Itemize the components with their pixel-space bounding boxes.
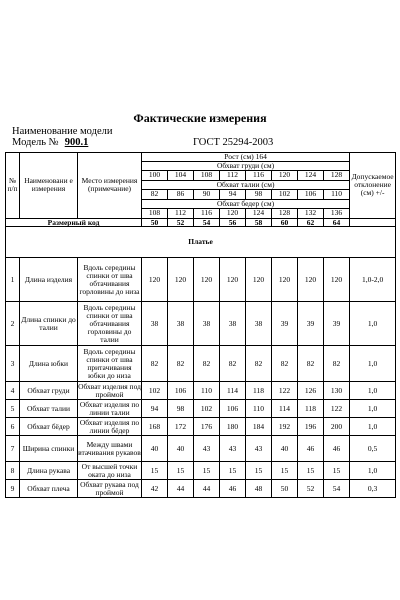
value-cell: 168 [142, 418, 168, 436]
value-cell: 82 [298, 346, 324, 382]
value-cell: 52 [298, 480, 324, 498]
value-cell: 114 [220, 382, 246, 400]
header-measure-name: Наименовани е измерения [20, 153, 78, 219]
value-cell: 82 [324, 346, 350, 382]
value-cell: 176 [194, 418, 220, 436]
tolerance-cell: 1,0 [350, 382, 396, 400]
value-cell: 82 [142, 346, 168, 382]
measurement-place: Обхват изделия под проймой [78, 382, 141, 399]
value-cell: 15 [298, 462, 324, 480]
value-cell: 180 [220, 418, 246, 436]
value-cell: 39 [298, 302, 324, 346]
value-cell: 82 [194, 346, 220, 382]
row-number: 2 [6, 302, 20, 346]
value-cell: 120 [142, 258, 168, 302]
bust-size-cell: 124 [298, 170, 324, 180]
value-cell: 114 [272, 400, 298, 418]
bust-size-cell: 112 [220, 170, 246, 180]
measurement-place: Обхват изделия по линии бёдер [78, 418, 142, 436]
value-cell: 192 [272, 418, 298, 436]
size-code-cell: 56 [220, 218, 246, 227]
value-cell: 15 [324, 462, 350, 480]
value-cell: 39 [324, 302, 350, 346]
hips-size-cell: 136 [324, 208, 350, 218]
measurement-place: От высшей точки оката до низа [78, 462, 142, 480]
value-cell: 15 [272, 462, 298, 480]
table-row [6, 258, 396, 302]
value-cell: 106 [220, 400, 246, 418]
measurement-name: Длина спинки до талии [20, 302, 78, 346]
measurement-name: Длина рукава [20, 462, 78, 480]
size-code-row [6, 218, 396, 227]
size-code-cell: 54 [194, 218, 220, 227]
value-cell: 172 [168, 418, 194, 436]
size-code-cell: 52 [168, 218, 194, 227]
bust-size-cell: 104 [168, 170, 194, 180]
table-row [6, 436, 396, 462]
size-code-cell: 64 [324, 218, 350, 227]
header-measure-place: Место измерения (примечание) [78, 153, 142, 219]
bust-size-cell: 116 [246, 170, 272, 180]
value-cell: 102 [142, 382, 168, 400]
value-cell: 106 [168, 382, 194, 400]
value-cell: 120 [298, 258, 324, 302]
measurements-table [5, 152, 396, 498]
row-number: 1 [6, 258, 20, 302]
value-cell: 82 [272, 346, 298, 382]
model-name-label: Наименование модели [12, 126, 113, 137]
tolerance-cell: 1,0 [350, 418, 396, 436]
table-row [6, 382, 396, 400]
gost-standard: ГОСТ 25294-2003 [193, 137, 274, 148]
value-cell: 120 [168, 258, 194, 302]
value-cell: 15 [194, 462, 220, 480]
hips-size-cell: 116 [194, 208, 220, 218]
bust-size-cell: 120 [272, 170, 298, 180]
row-number: 6 [6, 418, 20, 436]
waist-size-cell: 110 [324, 189, 350, 199]
tolerance-cell: 0,3 [350, 480, 396, 498]
value-cell: 40 [272, 436, 298, 462]
waist-size-cell: 82 [142, 189, 168, 199]
value-cell: 46 [220, 480, 246, 498]
bust-size-cell: 108 [194, 170, 220, 180]
value-cell: 196 [298, 418, 324, 436]
value-cell: 38 [220, 302, 246, 346]
tolerance-cell: 1,0 [350, 462, 396, 480]
tolerance-cell: 1,0-2,0 [350, 258, 396, 302]
value-cell: 43 [194, 436, 220, 462]
table-row [6, 302, 396, 346]
value-cell: 15 [220, 462, 246, 480]
value-cell: 110 [246, 400, 272, 418]
value-cell: 118 [246, 382, 272, 400]
value-cell: 82 [220, 346, 246, 382]
size-code-label: Размерный код [6, 218, 142, 227]
value-cell: 120 [272, 258, 298, 302]
measurement-place: Вдоль середины спинки от шва обтачивания горловины до талии [78, 302, 142, 346]
measurement-name: Обхват талии [20, 400, 78, 418]
value-cell: 50 [272, 480, 298, 498]
measurement-place: Между швами втачивания рукавов [78, 436, 142, 462]
size-code-cell: 60 [272, 218, 298, 227]
row-number: 7 [6, 436, 20, 462]
hips-size-cell: 128 [272, 208, 298, 218]
value-cell: 82 [168, 346, 194, 382]
value-cell: 40 [142, 436, 168, 462]
bust-size-cell: 128 [324, 170, 350, 180]
tolerance-cell: 1,0 [350, 400, 396, 418]
header-row-height [6, 153, 396, 162]
row-number: 9 [6, 480, 20, 498]
row-number: 3 [6, 346, 20, 382]
header-num: № п/п [6, 153, 20, 219]
measurements-table-body [6, 153, 396, 498]
hips-size-cell: 112 [168, 208, 194, 218]
hips-size-cell: 108 [142, 208, 168, 218]
measurement-name: Обхват плеча [20, 480, 78, 498]
model-number-label: Модель № [12, 137, 59, 148]
value-cell: 120 [194, 258, 220, 302]
value-cell: 38 [194, 302, 220, 346]
header-height: Рост (см) 164 [142, 153, 350, 162]
waist-size-cell: 102 [272, 189, 298, 199]
header-bust-label: Обхват груди (см) [142, 161, 350, 170]
measurement-name: Длина изделия [20, 258, 78, 302]
table-row [6, 346, 396, 382]
measurement-place: Вдоль середины спинки от шва обтачивания горловины до низа [78, 258, 142, 302]
value-cell: 110 [194, 382, 220, 400]
value-cell: 15 [142, 462, 168, 480]
row-number: 4 [6, 382, 20, 400]
measurement-name: Ширина спинки [20, 436, 78, 462]
value-cell: 126 [298, 382, 324, 400]
size-code-cell: 50 [142, 218, 168, 227]
value-cell: 46 [324, 436, 350, 462]
table-row [6, 480, 396, 498]
value-cell: 82 [246, 346, 272, 382]
hips-size-cell: 124 [246, 208, 272, 218]
measurement-place: Обхват рукава под проймой [78, 480, 142, 498]
value-cell: 98 [168, 400, 194, 418]
value-cell: 46 [298, 436, 324, 462]
tolerance-cell: 1,0 [350, 302, 396, 346]
table-row [6, 400, 396, 418]
waist-size-cell: 106 [298, 189, 324, 199]
table-row [6, 462, 396, 480]
tolerance-cell: 0,5 [350, 436, 396, 462]
value-cell: 130 [324, 382, 350, 400]
value-cell: 184 [246, 418, 272, 436]
value-cell: 39 [272, 302, 298, 346]
hips-size-cell: 120 [220, 208, 246, 218]
value-cell: 38 [246, 302, 272, 346]
value-cell: 120 [246, 258, 272, 302]
value-cell: 43 [246, 436, 272, 462]
size-code-cell: 62 [298, 218, 324, 227]
value-cell: 48 [246, 480, 272, 498]
header-waist-label: Обхват талии (см) [142, 180, 350, 189]
value-cell: 44 [168, 480, 194, 498]
value-cell: 118 [298, 400, 324, 418]
value-cell: 15 [246, 462, 272, 480]
value-cell: 38 [168, 302, 194, 346]
value-cell: 94 [142, 400, 168, 418]
measurement-place: Обхват изделия по линии талии [78, 400, 142, 418]
value-cell: 15 [168, 462, 194, 480]
waist-size-cell: 98 [246, 189, 272, 199]
size-code-cell: 58 [246, 218, 272, 227]
waist-size-cell: 90 [194, 189, 220, 199]
bust-size-cell: 100 [142, 170, 168, 180]
waist-size-cell: 86 [168, 189, 194, 199]
section-title: Платье [6, 227, 396, 258]
document-title: Фактические измерения [133, 111, 267, 125]
value-cell: 200 [324, 418, 350, 436]
value-cell: 120 [220, 258, 246, 302]
value-cell: 120 [324, 258, 350, 302]
header-tolerance: Допускаемое отклонение (см) +/- [350, 153, 396, 219]
value-cell: 54 [324, 480, 350, 498]
model-number-line [12, 137, 88, 148]
row-number: 5 [6, 400, 20, 418]
value-cell: 102 [194, 400, 220, 418]
measurement-name: Обхват бёдер [20, 418, 78, 436]
value-cell: 44 [194, 480, 220, 498]
tolerance-cell: 1,0 [350, 346, 396, 382]
measurement-place: Вдоль середины спинки от шва притачивания юбки до низа [78, 346, 142, 382]
value-cell: 43 [220, 436, 246, 462]
size-code-tolerance-empty [350, 218, 396, 227]
value-cell: 122 [272, 382, 298, 400]
table-row [6, 418, 396, 436]
hips-size-cell: 132 [298, 208, 324, 218]
section-row [6, 227, 396, 258]
value-cell: 122 [324, 400, 350, 418]
waist-size-cell: 94 [220, 189, 246, 199]
value-cell: 42 [142, 480, 168, 498]
model-number: 900.1 [64, 137, 89, 148]
measurement-name: Длина юбки [20, 346, 78, 382]
measurement-name: Обхват груди [20, 382, 78, 400]
row-number: 8 [6, 462, 20, 480]
value-cell: 40 [168, 436, 194, 462]
header-hips-label: Обхват бедер (см) [142, 199, 350, 208]
value-cell: 38 [142, 302, 168, 346]
